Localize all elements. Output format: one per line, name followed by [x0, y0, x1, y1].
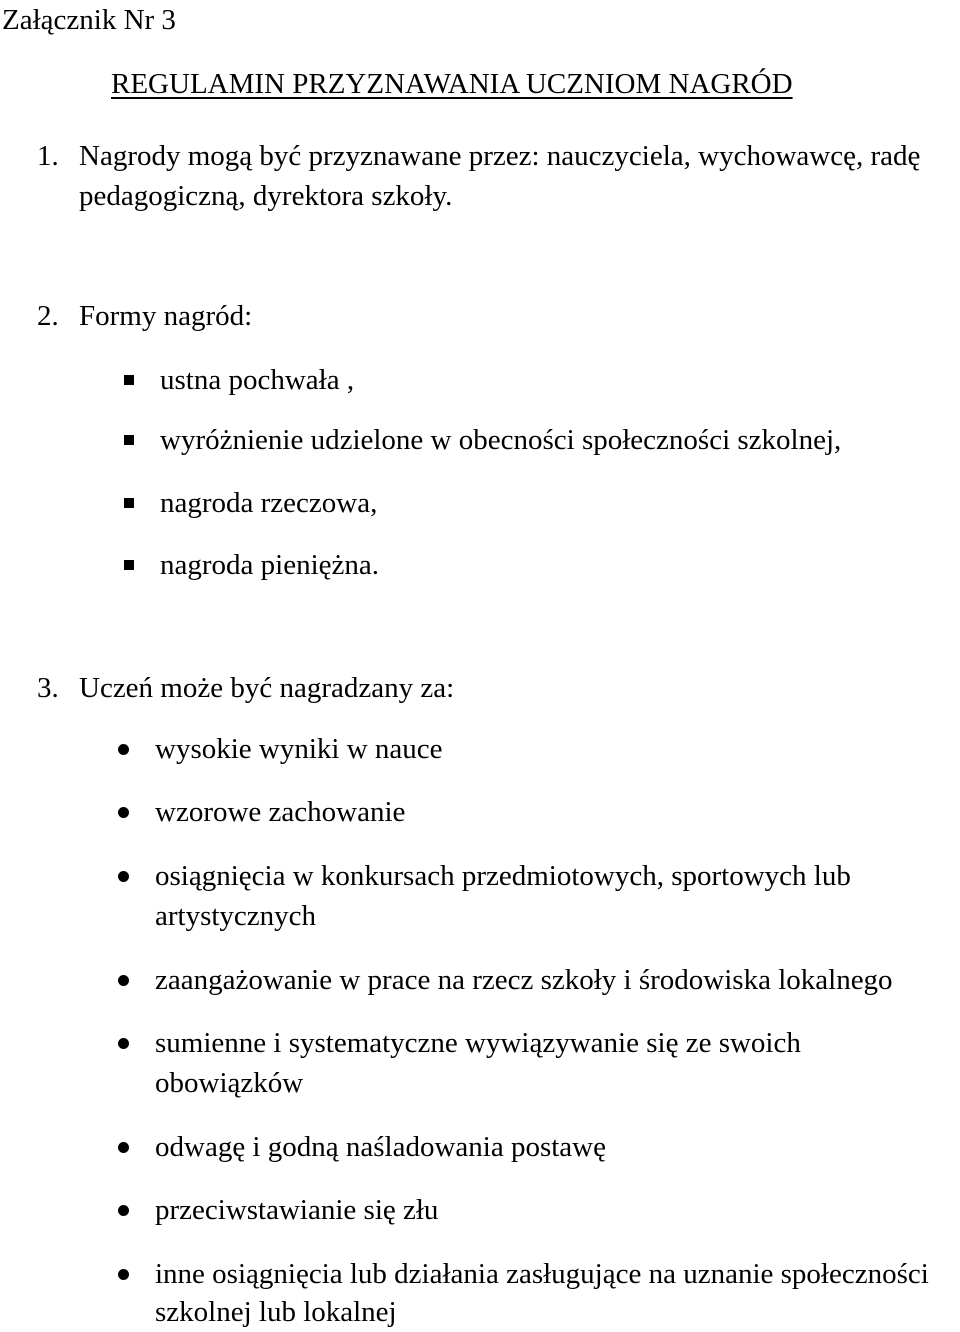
list-item-text: wysokie wyniki w nauce: [155, 733, 443, 765]
section-2-heading: Formy nagród:: [79, 300, 253, 332]
square-bullet-icon: [124, 375, 134, 385]
list-item-text: wzorowe zachowanie: [155, 796, 406, 828]
list-item-text: nagroda pieniężna.: [160, 549, 380, 581]
section-1-line-2: pedagogiczną, dyrektora szkoły.: [79, 180, 453, 212]
section-3-number: 3.: [37, 672, 59, 704]
attachment-label: Załącznik Nr 3: [2, 4, 176, 36]
round-bullet-icon: [118, 871, 129, 882]
list-item-text: odwagę i godną naśladowania postawę: [155, 1131, 606, 1163]
square-bullet-icon: [124, 435, 134, 445]
round-bullet-icon: [118, 1142, 129, 1153]
round-bullet-icon: [118, 975, 129, 986]
document-title: REGULAMIN PRZYZNAWANIA UCZNIOM NAGRÓD: [111, 68, 793, 100]
section-1-line-1: Nagrody mogą być przyznawane przez: nauczyciela, wychowawcę, radę: [79, 140, 921, 172]
list-item-text-continuation: artystycznych: [155, 900, 317, 932]
round-bullet-icon: [118, 1038, 129, 1049]
list-item-text-continuation: szkolnej lub lokalnej: [155, 1296, 397, 1328]
section-1-number: 1.: [37, 140, 59, 172]
list-item-text: ustna pochwała ,: [160, 364, 355, 396]
list-item-text: nagroda rzeczowa,: [160, 487, 378, 519]
list-item-text: wyróżnienie udzielone w obecności społeczności szkolnej,: [160, 424, 842, 456]
list-item-text: inne osiągnięcia lub działania zasługujące na uznanie społeczności: [155, 1258, 929, 1290]
square-bullet-icon: [124, 498, 134, 508]
list-item-text: zaangażowanie w prace na rzecz szkoły i środowiska lokalnego: [155, 964, 893, 996]
round-bullet-icon: [118, 1205, 129, 1216]
round-bullet-icon: [118, 807, 129, 818]
list-item-text: przeciwstawianie się złu: [155, 1194, 439, 1226]
list-item-text-continuation: obowiązków: [155, 1067, 304, 1099]
section-3-heading: Uczeń może być nagradzany za:: [79, 672, 455, 704]
round-bullet-icon: [118, 744, 129, 755]
square-bullet-icon: [124, 560, 134, 570]
round-bullet-icon: [118, 1269, 129, 1280]
list-item-text: osiągnięcia w konkursach przedmiotowych, sportowych lub: [155, 860, 851, 892]
list-item-text: sumienne i systematyczne wywiązywanie się ze swoich: [155, 1027, 801, 1059]
section-2-number: 2.: [37, 300, 59, 332]
